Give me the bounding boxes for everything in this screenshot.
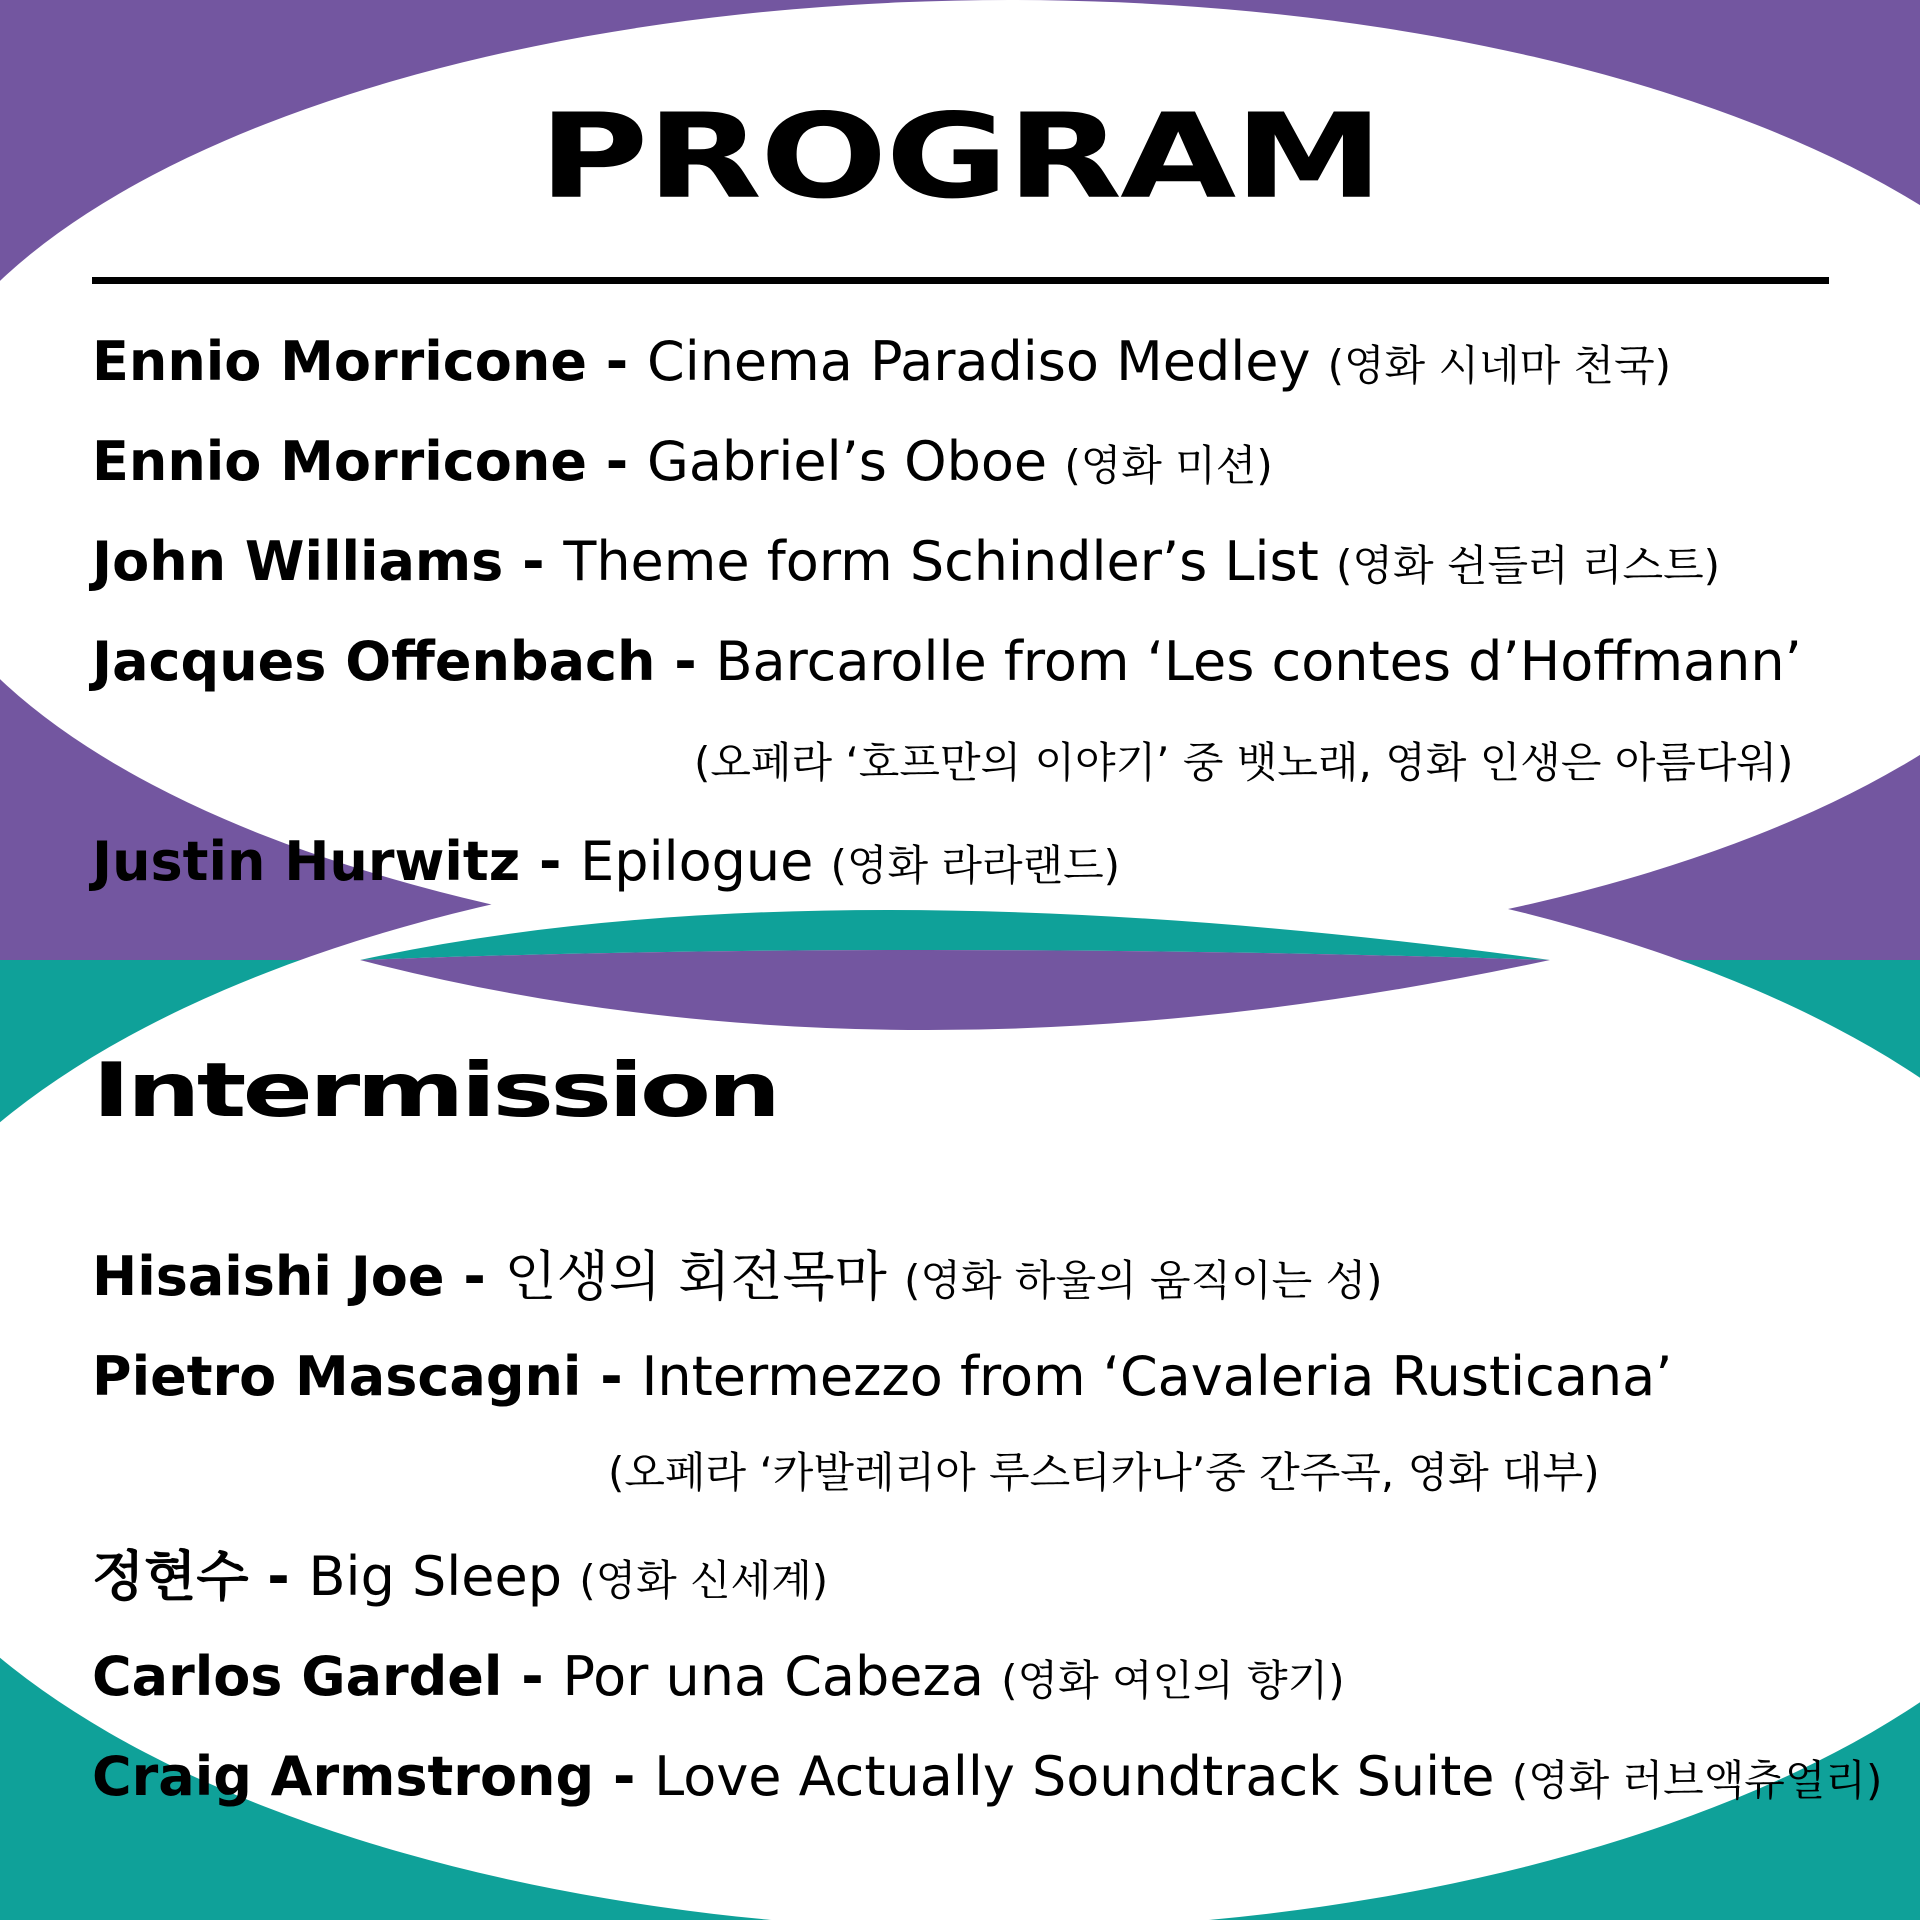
- composer-name: Jacques Offenbach: [92, 630, 656, 693]
- program-item: [92, 1345, 1672, 1409]
- separator: -: [444, 1245, 505, 1308]
- piece-title: Love Actually Soundtrack Suite: [654, 1745, 1495, 1808]
- program-item: [92, 1545, 828, 1613]
- program-item: [92, 430, 1273, 498]
- separator: -: [594, 1745, 655, 1808]
- program-item: [92, 330, 1671, 398]
- separator: -: [502, 1645, 563, 1708]
- composer-name: Hisaishi Joe: [92, 1245, 445, 1308]
- program-item: [92, 830, 1120, 898]
- piece-title: Epilogue: [580, 830, 814, 893]
- program-item: [92, 1645, 1345, 1713]
- separator: -: [581, 1345, 642, 1408]
- piece-title: 인생의 회전목마: [504, 1245, 887, 1308]
- composer-name: John Williams: [92, 530, 504, 593]
- intermission-title: Intermission: [92, 1046, 778, 1134]
- piece-title: Barcarolle from ‘Les contes d’Hoffmann’: [715, 630, 1802, 693]
- piece-note: (영화 미션): [1064, 441, 1273, 490]
- separator: -: [586, 430, 647, 493]
- piece-note: (영화 라라랜드): [830, 841, 1121, 890]
- program-item: [92, 1745, 1882, 1813]
- piece-note: (영화 하울의 움직이는 성): [904, 1256, 1383, 1305]
- composer-name: 정현수: [92, 1545, 249, 1608]
- title-divider: [92, 277, 1829, 284]
- composer-name: Craig Armstrong: [92, 1745, 595, 1808]
- composer-name: Carlos Gardel: [92, 1645, 503, 1708]
- program-item: [92, 530, 1720, 598]
- piece-title: Gabriel’s Oboe: [646, 430, 1048, 493]
- composer-name: Ennio Morricone: [92, 330, 587, 393]
- piece-title: Cinema Paradiso Medley: [646, 330, 1311, 393]
- piece-title: Por una Cabeza: [562, 1645, 984, 1708]
- separator: -: [655, 630, 716, 693]
- piece-title: Big Sleep: [308, 1545, 563, 1608]
- separator: -: [248, 1545, 309, 1608]
- composer-name: Justin Hurwitz: [92, 830, 521, 893]
- piece-title: Intermezzo from ‘Cavaleria Rusticana’: [641, 1345, 1673, 1408]
- composer-name: Ennio Morricone: [92, 430, 587, 493]
- program-item: [92, 630, 1802, 694]
- piece-note: (영화 쉰들러 리스트): [1336, 541, 1721, 590]
- piece-note: (오페라 ‘호프만의 이야기’ 중 뱃노래, 영화 인생은 아름다워): [694, 738, 1794, 787]
- piece-title: Theme form Schindler’s List: [563, 530, 1319, 593]
- composer-name: Pietro Mascagni: [92, 1345, 582, 1408]
- separator: -: [503, 530, 564, 593]
- piece-note: (영화 시네마 천국): [1327, 341, 1672, 390]
- program-item: [92, 1245, 1383, 1313]
- separator: -: [586, 330, 647, 393]
- piece-note: (영화 러브액츄얼리): [1511, 1756, 1883, 1805]
- piece-note: (영화 여인의 향기): [1001, 1656, 1345, 1705]
- piece-note: (오페라 ‘카발레리아 루스티카나’중 간주곡, 영화 대부): [608, 1448, 1600, 1497]
- piece-note: (영화 신세계): [579, 1556, 829, 1605]
- page-title: PROGRAM: [538, 89, 1382, 225]
- separator: -: [520, 830, 581, 893]
